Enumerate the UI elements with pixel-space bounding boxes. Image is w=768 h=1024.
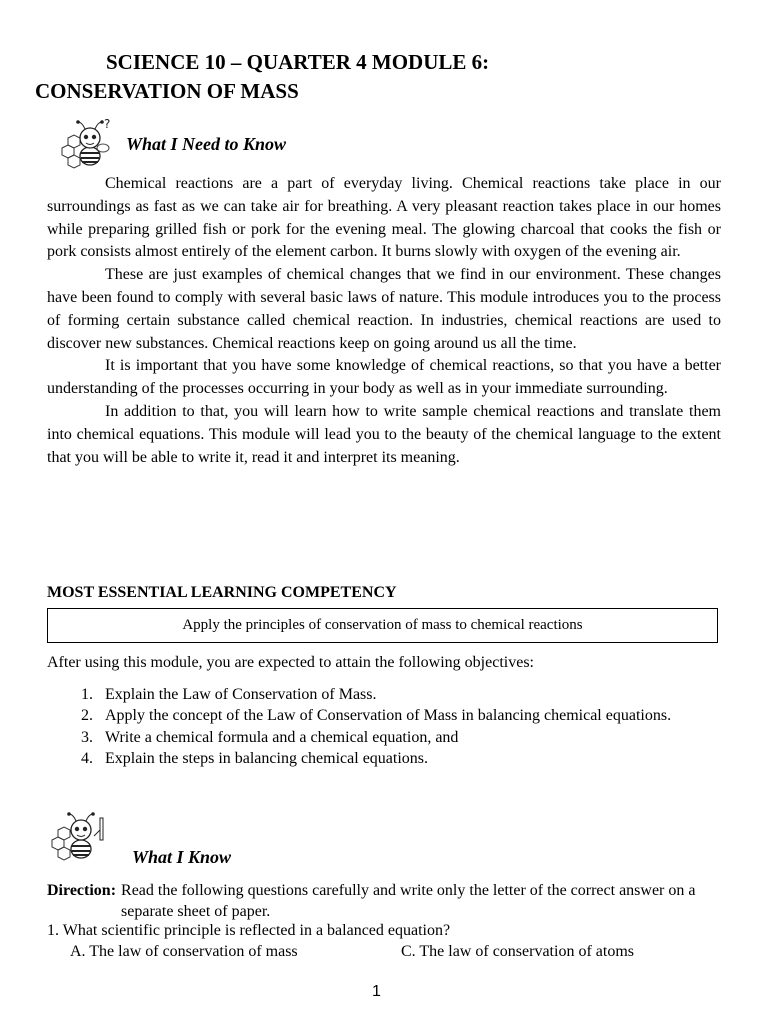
option-a: A. The law of conservation of mass [70, 943, 298, 960]
intro-text [47, 173, 721, 469]
competency-box [47, 608, 718, 643]
paragraph: It is important that you have some knowledge of chemical reactions, so that you have a better understanding of the processes occurring in your body as well as in your immediate surrounding. [47, 357, 721, 398]
page-number: 1 [372, 983, 381, 1000]
list-number: 2. [81, 707, 93, 725]
section-heading-what-i-know: What I Know [132, 847, 232, 867]
list-number: 3. [81, 728, 93, 746]
list-item [47, 748, 687, 769]
competency-statement: Apply the principles of conservation of mass to chemical reactions [182, 617, 583, 633]
competency-heading: MOST ESSENTIAL LEARNING COMPETENCY [47, 584, 397, 601]
bee-mascot-icon [58, 116, 114, 172]
title-line-2: CONSERVATION OF MASS [35, 79, 299, 103]
list-item [47, 727, 687, 748]
title-line-1: SCIENCE 10 – QUARTER 4 MODULE 6: [106, 50, 490, 74]
objectives-list [47, 684, 687, 769]
list-text: Explain the steps in balancing chemical equations. [105, 749, 429, 767]
direction-text: Read the following questions carefully and write only the letter of the correct answer on a separate sheet of paper. [121, 882, 696, 920]
paragraph: These are just examples of chemical changes that we find in our environment. These changes have been found to comply with several basic laws of nature. This module introduces you to the process of forming certain substance called chemical reaction. In industries, chemical reactions are used to discover new substances. Chemical reactions keep on going around us all the time. [47, 266, 721, 352]
direction-block [47, 880, 707, 922]
paragraph: In addition to that, you will learn how to write sample chemical reactions and translate them into chemical equations. This module will lead you to the beauty of the chemical language to the extent that you will be able to write it, read it and interpret its meaning. [47, 402, 721, 466]
paragraph: Chemical reactions are a part of everyday living. Chemical reactions take place in our surroundings as fast as we can take air for breathing. A very pleasant reaction takes place in our homes while preparing grilled fish or pork for the evening meal. The glowing charcoal that cooks the fish or pork consists almost entirely of the element carbon. It burns slowly with oxygen of the evening air. [47, 175, 721, 261]
svg-text:?: ? [104, 117, 111, 131]
list-text: Explain the Law of Conservation of Mass. [105, 686, 377, 703]
section-heading-need-to-know: What I Need to Know [126, 134, 287, 154]
option-c: C. The law of conservation of atoms [401, 943, 634, 960]
objectives-intro: After using this module, you are expected to attain the following objectives: [47, 654, 534, 671]
list-number: 4. [81, 749, 93, 767]
list-text: Write a chemical formula and a chemical equation, and [105, 728, 459, 746]
list-item [47, 705, 687, 726]
list-number: 1. [81, 686, 93, 703]
list-item [47, 684, 687, 705]
bee-mascot-icon [50, 806, 112, 864]
list-text: Apply the concept of the Law of Conservation of Mass in balancing chemical equations. [105, 707, 672, 725]
direction-label: Direction: [47, 882, 117, 899]
question-1: 1. What scientific principle is reflected in a balanced equation? [47, 922, 451, 939]
